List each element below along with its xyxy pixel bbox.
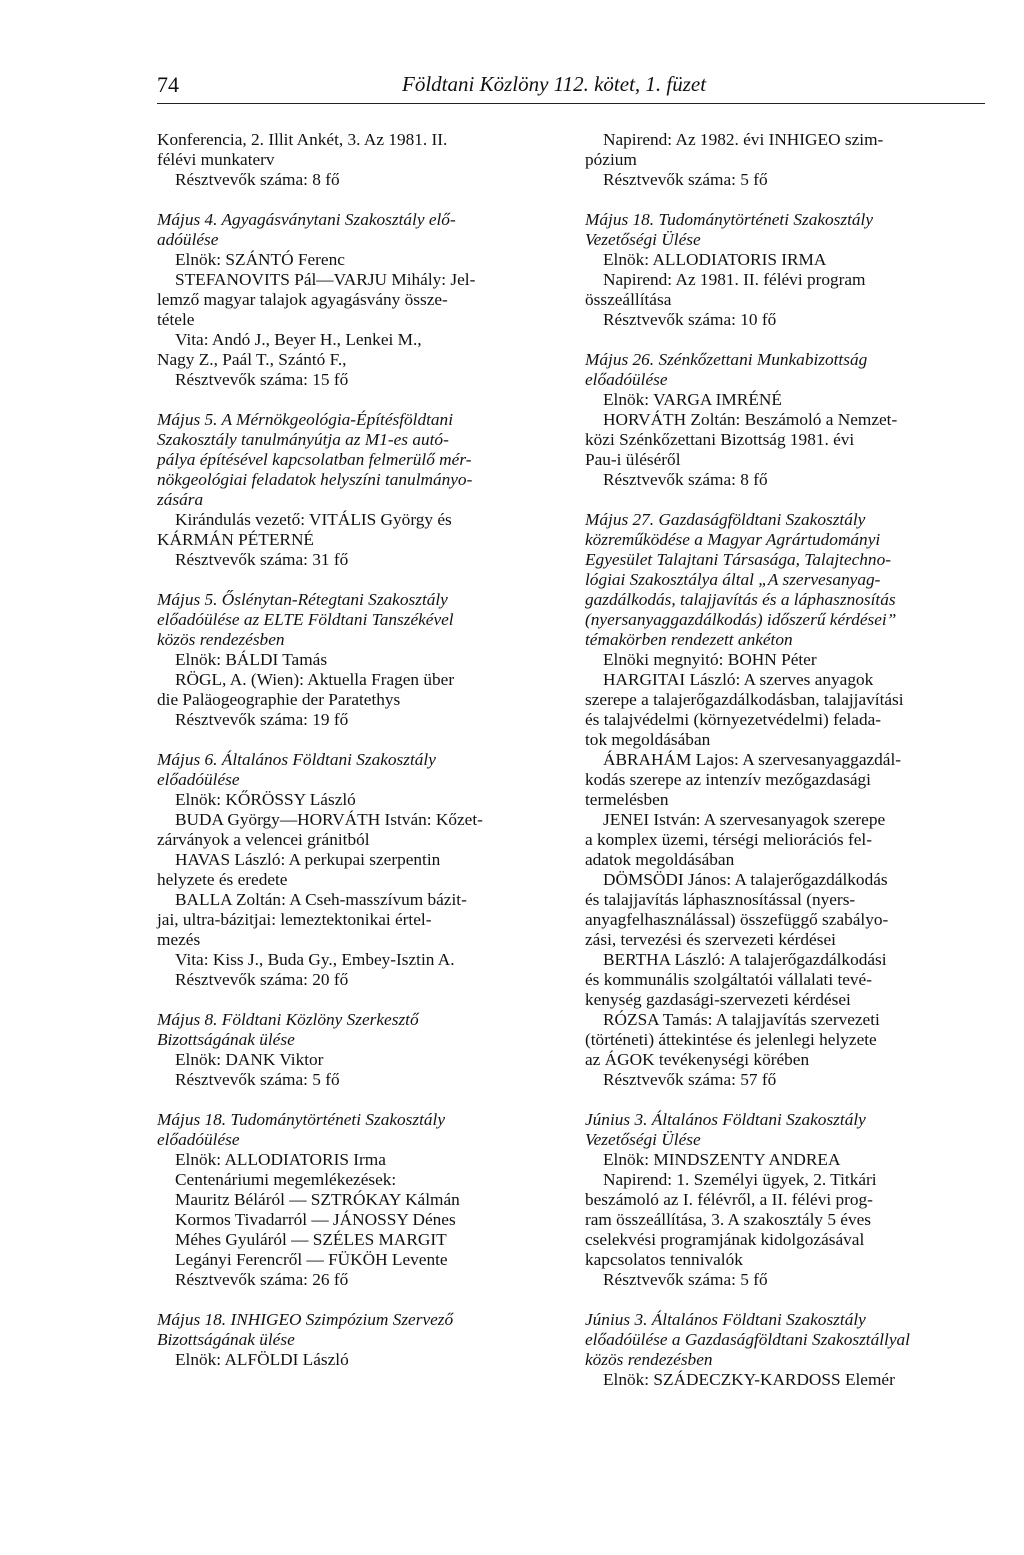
entry-block <box>157 130 557 190</box>
event-heading-line: előadóülése <box>157 770 240 789</box>
entry-block <box>157 210 557 390</box>
entry-line: BALLA Zoltán: A Cseh-masszívum bázit- <box>175 890 467 909</box>
event-heading-line: Vezetőségi Ülése <box>585 230 701 249</box>
entry-block <box>585 1310 985 1390</box>
event-heading-line: adóülése <box>157 230 219 249</box>
entry-line: Elnök: ALFÖLDI László <box>175 1350 349 1369</box>
entry-line: Elnök: SZÁDECZKY-KARDOSS Elemér <box>603 1370 895 1389</box>
entry-line: Elnök: ALLODIATORIS Irma <box>175 1150 386 1169</box>
entry-line: Résztvevők száma: 5 fő <box>603 1270 768 1289</box>
entry-line: HAVAS László: A perkupai szerpentin <box>175 850 441 869</box>
header-rule <box>157 103 985 104</box>
entry-block <box>157 750 557 990</box>
entry-line: die Paläogeographie der Paratethys <box>157 690 401 709</box>
entry-line: lemző magyar talajok agyagásvány össze- <box>157 290 448 309</box>
entry-line: zási, tervezési és szervezeti kérdései <box>585 930 836 949</box>
entry-line: Elnök: BÁLDI Tamás <box>175 650 328 669</box>
entry-line: BUDA György—HORVÁTH István: Kőzet- <box>175 810 483 829</box>
entry-line: RÖGL, A. (Wien): Aktuella Fragen über <box>175 670 455 689</box>
entry-line: BERTHA László: A talajerőgazdálkodási <box>603 950 887 969</box>
event-heading-line: Május 6. Általános Földtani Szakosztály <box>157 750 436 769</box>
event-heading-line: előadóülése a Gazdaságföldtani Szakosztállyal <box>585 1330 910 1349</box>
entry-line: ram összeállítása, 3. A szakosztály 5 éves <box>585 1210 872 1229</box>
entry-block <box>157 590 557 730</box>
entry-line: Elnök: MINDSZENTY ANDREA <box>603 1150 841 1169</box>
entry-line: pózium <box>585 150 637 169</box>
entry-line: STEFANOVITS Pál—VARJU Mihály: Jel- <box>175 270 476 289</box>
entry-line: Résztvevők száma: 10 fő <box>603 310 777 329</box>
entry-line: Legányi Ferencről — FÜKÖH Levente <box>175 1250 448 1269</box>
event-heading-line: Május 18. Tudománytörténeti Szakosztály <box>585 210 874 229</box>
page-header <box>157 72 985 102</box>
entry-line: Elnök: KŐRÖSSY László <box>175 790 356 809</box>
event-heading-line: Május 5. Őslénytan-Rétegtani Szakosztály <box>157 590 448 609</box>
entry-block <box>585 130 985 190</box>
event-heading-line: Május 18. Tudománytörténeti Szakosztály <box>157 1110 446 1129</box>
entry-line: és talajvédelmi (környezetvédelmi) felada- <box>585 710 882 729</box>
entry-block <box>585 510 985 1090</box>
event-heading-line: gazdálkodás, talajjavítás és a láphasznosítás <box>585 590 896 609</box>
entry-line: (történeti) áttekintése és jelenlegi helyzete <box>585 1030 877 1049</box>
entry-block <box>157 1010 557 1090</box>
event-heading-line: Május 4. Agyagásványtani Szakosztály elő- <box>157 210 456 229</box>
entry-line: szerepe a talajerőgazdálkodásban, talajjavítási <box>585 690 904 709</box>
event-heading-line: Június 3. Általános Földtani Szakosztály <box>585 1310 866 1329</box>
entry-line: tétele <box>157 310 195 329</box>
entry-line: kenység gazdasági-szervezeti kérdései <box>585 990 851 1009</box>
event-heading-line: témakörben rendezett ankéton <box>585 630 793 649</box>
right-column <box>585 130 985 1410</box>
entry-line: cselekvési programjának kidolgozásával <box>585 1230 865 1249</box>
event-heading-line: Május 8. Földtani Közlöny Szerkesztő <box>157 1010 419 1029</box>
entry-line: Elnök: ALLODIATORIS IRMA <box>603 250 827 269</box>
event-heading-line: előadóülése <box>585 370 668 389</box>
entry-block <box>157 1110 557 1290</box>
event-heading-line: Szakosztály tanulmányútja az M1-es autó- <box>157 430 449 449</box>
event-heading-line: Bizottságának ülése <box>157 1330 295 1349</box>
entry-line: HARGITAI László: A szerves anyagok <box>603 670 874 689</box>
entry-line: tok megoldásában <box>585 730 711 749</box>
event-heading-line: (nyersanyaggazdálkodás) időszerű kérdései” <box>585 610 897 629</box>
entry-line: Kormos Tivadarról — JÁNOSSY Dénes <box>175 1210 456 1229</box>
entry-line: az ÁGOK tevékenységi körében <box>585 1050 810 1069</box>
entry-line: helyzete és eredete <box>157 870 288 889</box>
event-heading-line: Május 5. A Mérnökgeológia-Építésföldtani <box>157 410 453 429</box>
event-heading-line: lógiai Szakosztálya által „A szervesanyag- <box>585 570 881 589</box>
entry-line: Résztvevők száma: 26 fő <box>175 1270 349 1289</box>
event-heading-line: pálya építésével kapcsolatban felmerülő mér- <box>157 450 472 469</box>
entry-line: Vita: Andó J., Beyer H., Lenkei M., <box>175 330 422 349</box>
entry-line: Résztvevők száma: 31 fő <box>175 550 349 569</box>
entry-line: DÖMSÖDI János: A talajerőgazdálkodás <box>603 870 888 889</box>
entry-line: Elnök: SZÁNTÓ Ferenc <box>175 250 345 269</box>
entry-line: termelésben <box>585 790 669 809</box>
event-heading-line: Május 27. Gazdaságföldtani Szakosztály <box>585 510 866 529</box>
entry-line: és kommunális szolgáltatói vállalati tevé- <box>585 970 872 989</box>
entry-block <box>585 1110 985 1290</box>
event-heading-line: Vezetőségi Ülése <box>585 1130 701 1149</box>
entry-line: HORVÁTH Zoltán: Beszámoló a Nemzet- <box>603 410 898 429</box>
entry-line: Napirend: 1. Személyi ügyek, 2. Titkári <box>603 1170 877 1189</box>
left-column <box>157 130 557 1390</box>
entry-line: anyagfelhasználással) összefüggő szabályo- <box>585 910 889 929</box>
event-heading-line: zására <box>157 490 204 509</box>
entry-line: Vita: Kiss J., Buda Gy., Embey-Isztin A. <box>175 950 455 969</box>
entry-line: kodás szerepe az intenzív mezőgazdasági <box>585 770 871 789</box>
entry-line: KÁRMÁN PÉTERNÉ <box>157 530 314 549</box>
entry-block <box>585 210 985 330</box>
event-heading-line: közreműködése a Magyar Agrártudományi <box>585 530 881 549</box>
entry-line: Kirándulás vezető: VITÁLIS György és <box>175 510 452 529</box>
entry-line: Résztvevők száma: 5 fő <box>175 1070 340 1089</box>
entry-line: mezés <box>157 930 201 949</box>
event-heading-line: közös rendezésben <box>585 1350 713 1369</box>
entry-line: Résztvevők száma: 8 fő <box>603 470 768 489</box>
entry-line: a komplex üzemi, térségi meliorációs fel- <box>585 830 872 849</box>
entry-line: Pau-i üléséről <box>585 450 681 469</box>
entry-line: Konferencia, 2. Illit Ankét, 3. Az 1981. II. <box>157 130 448 149</box>
entry-line: Elnök: VARGA IMRÉNÉ <box>603 390 782 409</box>
entry-block <box>157 410 557 570</box>
event-heading-line: nökgeológiai feladatok helyszíni tanulmányo- <box>157 470 473 489</box>
entry-line: Mauritz Béláról — SZTRÓKAY Kálmán <box>175 1190 460 1209</box>
entry-line: Résztvevők száma: 8 fő <box>175 170 340 189</box>
entry-line: összeállítása <box>585 290 672 309</box>
event-heading-line: Június 3. Általános Földtani Szakosztály <box>585 1110 866 1129</box>
entry-line: Napirend: Az 1981. II. félévi program <box>603 270 866 289</box>
entry-line: zárványok a velencei gránitból <box>157 830 370 849</box>
entry-line: félévi munkaterv <box>157 150 275 169</box>
entry-line: jai, ultra-bázitjai: lemeztektonikai értel- <box>157 910 432 929</box>
event-heading-line: Egyesület Talajtani Társasága, Talajtechno- <box>585 550 891 569</box>
event-heading-line: Május 26. Szénkőzettani Munkabizottság <box>585 350 868 369</box>
event-heading-line: Május 18. INHIGEO Szimpózium Szervező <box>157 1310 454 1329</box>
entry-line: Méhes Gyuláról — SZÉLES MARGIT <box>175 1230 447 1249</box>
entry-line: RÓZSA Tamás: A talajjavítás szervezeti <box>603 1010 880 1029</box>
entry-line: Résztvevők száma: 19 fő <box>175 710 349 729</box>
entry-line: Résztvevők száma: 20 fő <box>175 970 349 989</box>
event-heading-line: előadóülése az ELTE Földtani Tanszékével <box>157 610 454 629</box>
entry-line: Résztvevők száma: 57 fő <box>603 1070 777 1089</box>
entry-line: beszámoló az I. félévről, a II. félévi prog- <box>585 1190 873 1209</box>
entry-line: Nagy Z., Paál T., Szántó F., <box>157 350 347 369</box>
entry-block <box>585 350 985 490</box>
entry-line: és talajjavítás láphasznosítással (nyers- <box>585 890 856 909</box>
entry-line: Elnök: DANK Viktor <box>175 1050 324 1069</box>
entry-line: ÁBRAHÁM Lajos: A szervesanyaggazdál- <box>603 750 902 769</box>
entry-line: kapcsolatos tennivalók <box>585 1250 743 1269</box>
page-number: 74 <box>157 72 179 97</box>
event-heading-line: Bizottságának ülése <box>157 1030 295 1049</box>
entry-block <box>157 1310 557 1370</box>
entry-line: JENEI István: A szervesanyagok szerepe <box>603 810 886 829</box>
entry-line: közi Szénkőzettani Bizottság 1981. évi <box>585 430 855 449</box>
running-title: Földtani Közlöny 112. kötet, 1. füzet <box>402 72 707 96</box>
entry-line: Napirend: Az 1982. évi INHIGEO szim- <box>603 130 884 149</box>
event-heading-line: közös rendezésben <box>157 630 285 649</box>
entry-line: Résztvevők száma: 15 fő <box>175 370 349 389</box>
entry-line: adatok megoldásában <box>585 850 735 869</box>
entry-line: Elnöki megnyitó: BOHN Péter <box>603 650 817 669</box>
entry-line: Centenáriumi megemlékezések: <box>175 1170 397 1189</box>
event-heading-line: előadóülése <box>157 1130 240 1149</box>
entry-line: Résztvevők száma: 5 fő <box>603 170 768 189</box>
